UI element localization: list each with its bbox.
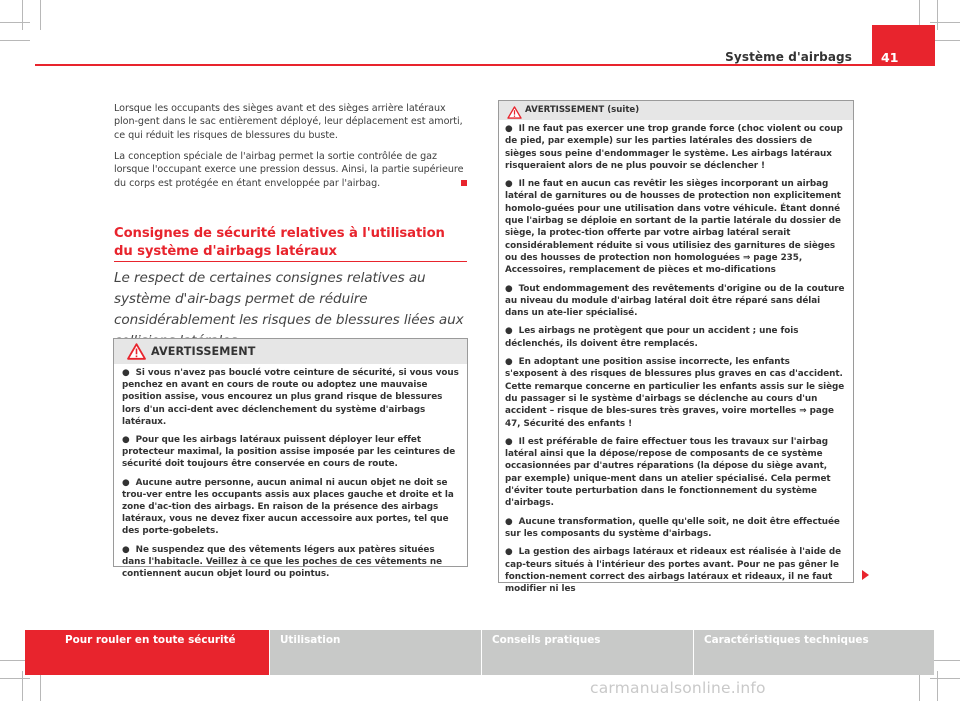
crop-mark	[0, 22, 30, 23]
list-item	[505, 356, 845, 430]
list-item	[505, 546, 845, 595]
continue-arrow-icon	[861, 565, 869, 584]
body-paragraph: Lorsque les occupants des sièges avant et des sièges arrière latéraux plon-gent dans le sac entièrement déployé, leur déplacement est amorti, ce qui réduit les risques de blessures du buste.	[114, 103, 463, 141]
tab-utilisation[interactable]: Utilisation	[270, 630, 481, 675]
section-end-mark	[461, 180, 467, 186]
crop-mark	[40, 671, 41, 701]
bullet-icon: ●	[122, 435, 130, 446]
bullet-icon: ●	[505, 516, 513, 527]
bullet-icon: ●	[122, 368, 130, 378]
bullet-icon: ●	[122, 544, 130, 555]
list-item-text: En adoptant une position assise incorrecte, les enfants s'exposent à des risques de blessures plus graves en cas d'accident. Cette remarque concerne en particulier les enfants assis sur le siège du passager si le système d'airbags se déclenche au cours d'un accident – risque de bles-sures très graves, voire mortelles ⇒ page 47, Sécurité des enfants !	[505, 357, 845, 429]
warning-box-continued	[498, 100, 854, 595]
section-divider	[114, 261, 467, 262]
warning-list	[122, 367, 459, 580]
list-item-text: Si vous n'avez pas bouclé votre ceinture de sécurité, si vous vous penchez en avant en cours de route ou adoptez une mauvaise position assise, vous encourez un plus grand risque de blessures lors d'un acci-dent avec déclenchement du système d'airbags latéraux.	[122, 368, 459, 427]
list-item	[505, 178, 845, 276]
crop-mark	[937, 671, 938, 701]
list-item-text: La gestion des airbags latéraux et rideaux est réalisée à l'aide de cap-teurs situés à l'intérieur des portes avant. Pour ne pas gêner le fonction-nement correct des airbags latéraux et rideaux, il ne faut modifier ni les	[505, 547, 842, 595]
section-intro: Le respect de certaines consignes relatives au système d'air-bags permet de réduire considérablement les risques de blessures liées aux	[114, 270, 464, 328]
warning-box-header	[499, 101, 853, 120]
list-item-text: Les airbags ne protègent que pour un accident ; une fois déclenchés, ils doivent être remplacés.	[505, 326, 799, 349]
crop-mark	[930, 678, 960, 679]
list-item	[122, 477, 459, 538]
bullet-icon: ●	[505, 357, 513, 368]
list-item-text: Tout endommagement des revêtements d'origine ou de la couture au niveau du module d'airbag latéral doit être réparé sans délai dans un ate-lier spécialisé.	[505, 283, 845, 319]
bullet-icon: ●	[505, 547, 513, 558]
warning-list	[505, 123, 845, 595]
watermark: carmanualsonline.info	[590, 679, 766, 697]
warning-title: AVERTISSEMENT (suite)	[525, 105, 640, 115]
list-item-text: Aucune transformation, quelle qu'elle soit, ne doit être effectuée sur les composants du système d'airbags.	[505, 516, 840, 539]
list-item-text: Il ne faut pas exercer une trop grande force (choc violent ou coup de pied, par exemple) sur les parties latérales des dossiers de sièges sous peine d'endommager le système. Les airbags latéraux risqueraient alors de ne plus pouvoir se déclencher !	[505, 124, 843, 171]
list-item	[505, 325, 845, 350]
tab-conseils-pratiques[interactable]: Conseils pratiques	[482, 630, 693, 675]
warning-triangle-icon	[507, 104, 522, 123]
header-rule	[35, 64, 872, 66]
tab-caracteristiques-techniques[interactable]: Caractéristiques techniques	[694, 630, 934, 675]
list-item-text: Il est préférable de faire effectuer tous les travaux sur l'airbag latéral ainsi que la dépose/repose de composants de ce système occasionnées par d'autres réparations (la dépose du siège avant, par exemple) unique-ment dans un atelier spécialisé. Cela permet d'éviter toute perturbation dans le fonctionnement du système d'airbags.	[505, 436, 831, 509]
page-header-title: Système d'airbags	[725, 50, 852, 64]
list-item-text: Il ne faut en aucun cas revêtir les sièges incorporant un airbag latéral de garnitures ou de housses de protection non explicitement homolo-guées pour une utilisation dans votre véhicule. Étant donné que l'airbag se déploie en sortant de la partie latérale du dossier de siège, la protec-tion offerte par votre airbag latéral serait considérablement réduite si vous utilisiez des garnitures de sièges ou des housses de protection non homologuées ⇒ page 235, Accessoires, remplacement de pièces et mo-difications	[505, 179, 841, 276]
section-heading: Consignes de sécurité relatives à l'utilisation du système d'airbags latéraux	[114, 226, 445, 259]
bullet-icon: ●	[505, 436, 513, 447]
crop-mark	[22, 671, 23, 701]
tab-pour-rouler-en-toute-securite[interactable]: Pour rouler en toute sécurité	[25, 630, 269, 675]
list-item	[122, 544, 459, 581]
crop-mark	[930, 22, 960, 23]
list-item	[505, 436, 845, 510]
bullet-icon: ●	[122, 477, 130, 488]
list-item	[505, 123, 845, 172]
crop-mark	[937, 0, 938, 30]
crop-mark	[919, 671, 920, 701]
list-item-text: Pour que les airbags latéraux puissent déployer leur effet protecteur maximal, la position assise imposée par les ceintures de sécurité doit toujours être conservée en cours de route.	[122, 435, 456, 470]
list-item	[505, 283, 845, 320]
list-item	[122, 367, 459, 428]
crop-mark	[40, 0, 41, 30]
list-item	[122, 434, 459, 471]
bullet-icon: ●	[505, 124, 513, 134]
crop-mark	[0, 678, 30, 679]
warning-title: AVERTISSEMENT	[151, 345, 256, 358]
bullet-icon: ●	[505, 179, 513, 190]
list-item-text: Aucune autre personne, aucun animal ni aucun objet ne doit se trou-ver entre les occupants assis aux places gauche et droite et la zone d'ac-tion des airbags. En raison de la présence des airbags latéraux, vous ne devez fixer aucun accessoire aux portes, tel que des porte-gobelets.	[122, 477, 454, 537]
warning-box	[113, 338, 468, 580]
warning-triangle-icon	[127, 343, 146, 364]
body-paragraph: La conception spéciale de l'airbag permet la sortie contrôlée de gaz lorsque l'occupant exerce une pression dessus. Ainsi, la partie supérieure du corps est protégée en étant enveloppée par l'airbag.	[114, 151, 464, 189]
crop-mark	[22, 0, 23, 30]
warning-box-header	[114, 339, 467, 364]
list-item	[505, 516, 845, 541]
list-item-text: Ne suspendez que des vêtements légers aux patères situées dans l'habitacle. Veillez à ce que les poches de ces vêtements ne contiennent aucun objet lourd ou pointus.	[122, 544, 442, 580]
bullet-icon: ●	[505, 283, 513, 294]
page-number: 41	[872, 25, 935, 66]
bullet-icon: ●	[505, 326, 513, 337]
crop-mark	[0, 40, 30, 41]
footer-chapter-tabs	[25, 630, 935, 675]
